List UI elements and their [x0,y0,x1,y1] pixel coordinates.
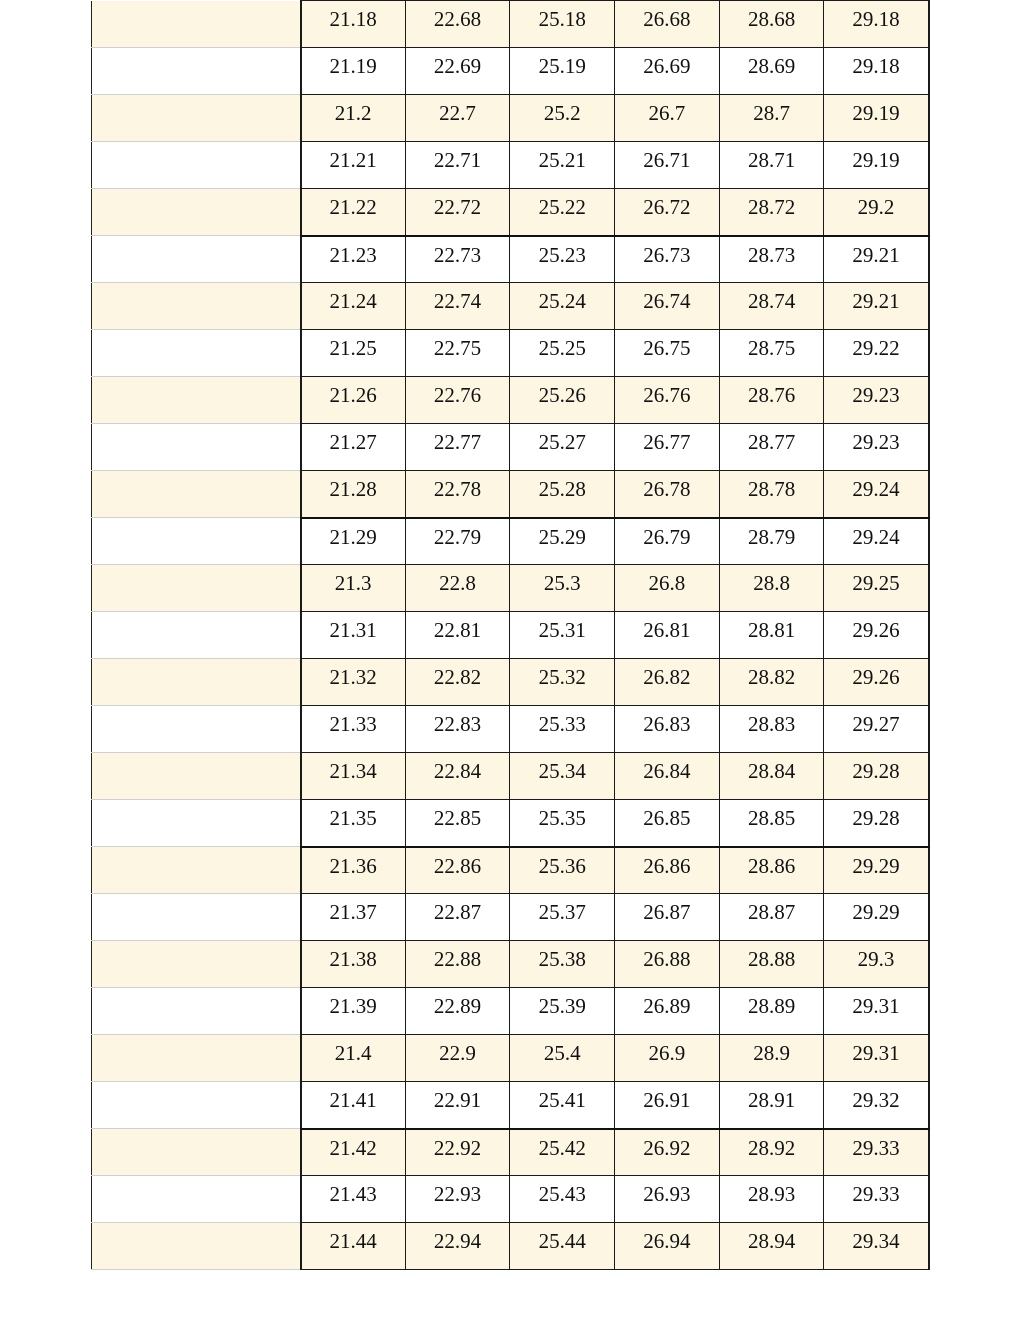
table-cell: 29.26 [824,659,929,706]
table-cell: 26.9 [615,1035,720,1082]
table-cell: 29.2 [824,189,929,236]
table-cell: 26.81 [615,612,720,659]
table-row [92,377,929,424]
table-cell: 25.2 [510,95,615,142]
table-cell: 28.79 [719,518,824,565]
table-cell: 25.41 [510,1082,615,1129]
table-cell: 22.93 [405,1176,510,1223]
table-cell: 26.7 [615,95,720,142]
table-cell: 29.32 [824,1082,929,1129]
row-label-cell [92,659,301,706]
table-cell: 22.76 [405,377,510,424]
table-cell: 22.77 [405,424,510,471]
table-cell: 28.88 [719,941,824,988]
table-cell: 21.29 [301,518,406,565]
table-cell: 26.76 [615,377,720,424]
table-cell: 22.87 [405,894,510,941]
table-cell: 21.18 [301,1,406,48]
table-cell: 29.19 [824,142,929,189]
table-cell: 26.94 [615,1223,720,1270]
table-cell: 26.82 [615,659,720,706]
table-row [92,1082,929,1129]
table-cell: 21.3 [301,565,406,612]
table-row [92,330,929,377]
table-cell: 21.28 [301,471,406,518]
table-cell: 29.25 [824,565,929,612]
table-cell: 28.73 [719,236,824,283]
row-label-cell [92,142,301,189]
data-table [91,0,930,1270]
row-label-cell [92,283,301,330]
table-row [92,612,929,659]
table-cell: 25.4 [510,1035,615,1082]
table-cell: 25.3 [510,565,615,612]
table-cell: 29.29 [824,894,929,941]
table-cell: 29.23 [824,424,929,471]
table-cell: 29.28 [824,800,929,847]
table-cell: 29.24 [824,471,929,518]
table-cell: 25.42 [510,1129,615,1176]
table-cell: 21.23 [301,236,406,283]
table-cell: 26.92 [615,1129,720,1176]
row-label-cell [92,612,301,659]
table-row [92,95,929,142]
row-label-cell [92,565,301,612]
table-cell: 25.39 [510,988,615,1035]
table-cell: 22.69 [405,48,510,95]
row-label-cell [92,988,301,1035]
table-cell: 26.69 [615,48,720,95]
table-row [92,1223,929,1270]
table-cell: 21.38 [301,941,406,988]
table-cell: 21.19 [301,48,406,95]
table-row [92,800,929,847]
table-cell: 22.92 [405,1129,510,1176]
table-cell: 22.8 [405,565,510,612]
row-label-cell [92,800,301,847]
table-cell: 29.34 [824,1223,929,1270]
table-cell: 26.8 [615,565,720,612]
table-cell: 25.28 [510,471,615,518]
table-cell: 25.33 [510,706,615,753]
table-cell: 22.81 [405,612,510,659]
row-label-cell [92,236,301,283]
table-cell: 29.23 [824,377,929,424]
table-cell: 22.88 [405,941,510,988]
table-cell: 22.73 [405,236,510,283]
table-cell: 28.71 [719,142,824,189]
table-cell: 21.44 [301,1223,406,1270]
table-cell: 21.41 [301,1082,406,1129]
table-cell: 25.34 [510,753,615,800]
table-cell: 25.25 [510,330,615,377]
table-cell: 29.33 [824,1176,929,1223]
table-cell: 26.74 [615,283,720,330]
table-cell: 28.76 [719,377,824,424]
table-cell: 28.68 [719,1,824,48]
row-label-cell [92,941,301,988]
table-cell: 29.21 [824,236,929,283]
table-cell: 29.31 [824,988,929,1035]
table-cell: 25.21 [510,142,615,189]
table-row [92,941,929,988]
table-cell: 28.8 [719,565,824,612]
table-cell: 25.27 [510,424,615,471]
table-cell: 29.29 [824,847,929,894]
table-row [92,659,929,706]
table-cell: 29.27 [824,706,929,753]
table-cell: 29.18 [824,48,929,95]
table-cell: 22.83 [405,706,510,753]
table-cell: 29.19 [824,95,929,142]
table-cell: 22.89 [405,988,510,1035]
table-cell: 22.82 [405,659,510,706]
table-cell: 29.26 [824,612,929,659]
table-cell: 26.75 [615,330,720,377]
table-cell: 26.72 [615,189,720,236]
table-cell: 25.36 [510,847,615,894]
table-cell: 25.24 [510,283,615,330]
table-cell: 28.9 [719,1035,824,1082]
table-cell: 26.77 [615,424,720,471]
table-cell: 28.94 [719,1223,824,1270]
table-cell: 28.72 [719,189,824,236]
table-row [92,706,929,753]
table-cell: 22.7 [405,95,510,142]
table-cell: 26.84 [615,753,720,800]
table-cell: 21.37 [301,894,406,941]
table-cell: 29.22 [824,330,929,377]
table-row [92,1035,929,1082]
table-cell: 28.91 [719,1082,824,1129]
table-cell: 22.94 [405,1223,510,1270]
table-cell: 28.69 [719,48,824,95]
table-cell: 21.32 [301,659,406,706]
table-cell: 25.22 [510,189,615,236]
table-cell: 25.43 [510,1176,615,1223]
row-label-cell [92,471,301,518]
table-cell: 21.31 [301,612,406,659]
table-cell: 25.18 [510,1,615,48]
table-cell: 29.31 [824,1035,929,1082]
row-label-cell [92,1129,301,1176]
table-cell: 28.77 [719,424,824,471]
table-row [92,48,929,95]
row-label-cell [92,330,301,377]
table-cell: 22.78 [405,471,510,518]
table-cell: 26.79 [615,518,720,565]
row-label-cell [92,1035,301,1082]
row-label-cell [92,894,301,941]
table-cell: 25.29 [510,518,615,565]
table-cell: 25.44 [510,1223,615,1270]
row-label-cell [92,706,301,753]
table-row [92,894,929,941]
row-label-cell [92,1223,301,1270]
table-cell: 29.18 [824,1,929,48]
table-cell: 26.89 [615,988,720,1035]
row-label-cell [92,189,301,236]
table-cell: 21.39 [301,988,406,1035]
table-cell: 28.85 [719,800,824,847]
row-label-cell [92,377,301,424]
row-label-cell [92,424,301,471]
table-cell: 28.84 [719,753,824,800]
table-cell: 21.33 [301,706,406,753]
table-cell: 28.87 [719,894,824,941]
table-row [92,565,929,612]
table-cell: 29.28 [824,753,929,800]
table-cell: 22.9 [405,1035,510,1082]
table-cell: 25.37 [510,894,615,941]
table-cell: 28.78 [719,471,824,518]
table-cell: 22.71 [405,142,510,189]
table-cell: 21.27 [301,424,406,471]
table-cell: 26.73 [615,236,720,283]
table-row [92,1176,929,1223]
table-cell: 21.24 [301,283,406,330]
table-cell: 21.21 [301,142,406,189]
table-cell: 25.26 [510,377,615,424]
row-label-cell [92,518,301,565]
table-cell: 21.26 [301,377,406,424]
table-cell: 22.84 [405,753,510,800]
table-cell: 25.19 [510,48,615,95]
table-row [92,424,929,471]
table-cell: 28.86 [719,847,824,894]
table-cell: 22.72 [405,189,510,236]
table-row [92,471,929,518]
table-cell: 29.3 [824,941,929,988]
table-cell: 21.35 [301,800,406,847]
table-cell: 25.23 [510,236,615,283]
table-cell: 21.25 [301,330,406,377]
table-cell: 26.91 [615,1082,720,1129]
table-cell: 22.75 [405,330,510,377]
table-cell: 26.78 [615,471,720,518]
row-label-cell [92,95,301,142]
table-cell: 28.74 [719,283,824,330]
table-cell: 29.24 [824,518,929,565]
table-body [92,1,929,1270]
table-cell: 25.31 [510,612,615,659]
table-row [92,518,929,565]
table-cell: 28.81 [719,612,824,659]
table-cell: 22.68 [405,1,510,48]
table-cell: 29.33 [824,1129,929,1176]
table-cell: 22.86 [405,847,510,894]
table-cell: 26.88 [615,941,720,988]
table-cell: 25.38 [510,941,615,988]
table-cell: 21.43 [301,1176,406,1223]
table-cell: 21.42 [301,1129,406,1176]
table-cell: 22.74 [405,283,510,330]
table-cell: 28.93 [719,1176,824,1223]
row-label-cell [92,847,301,894]
table-cell: 26.83 [615,706,720,753]
table-row [92,283,929,330]
table-cell: 26.71 [615,142,720,189]
table-row [92,236,929,283]
table-cell: 21.4 [301,1035,406,1082]
table-row [92,847,929,894]
table-cell: 22.91 [405,1082,510,1129]
row-label-cell [92,48,301,95]
table-cell: 28.75 [719,330,824,377]
table-row [92,189,929,236]
table-cell: 26.85 [615,800,720,847]
table-cell: 26.93 [615,1176,720,1223]
table-cell: 28.82 [719,659,824,706]
table-cell: 26.68 [615,1,720,48]
table-row [92,988,929,1035]
table-cell: 21.34 [301,753,406,800]
row-label-cell [92,753,301,800]
table-cell: 25.35 [510,800,615,847]
table-cell: 28.89 [719,988,824,1035]
table-cell: 28.92 [719,1129,824,1176]
table-cell: 29.21 [824,283,929,330]
table-cell: 28.7 [719,95,824,142]
table-row [92,1129,929,1176]
table-cell: 22.85 [405,800,510,847]
row-label-cell [92,1176,301,1223]
table-cell: 26.87 [615,894,720,941]
table-row [92,753,929,800]
row-label-cell [92,1,301,48]
table-cell: 25.32 [510,659,615,706]
table-cell: 21.2 [301,95,406,142]
table-row [92,1,929,48]
table-cell: 21.36 [301,847,406,894]
table-cell: 22.79 [405,518,510,565]
table-cell: 28.83 [719,706,824,753]
table-cell: 21.22 [301,189,406,236]
row-label-cell [92,1082,301,1129]
table-cell: 26.86 [615,847,720,894]
table-row [92,142,929,189]
